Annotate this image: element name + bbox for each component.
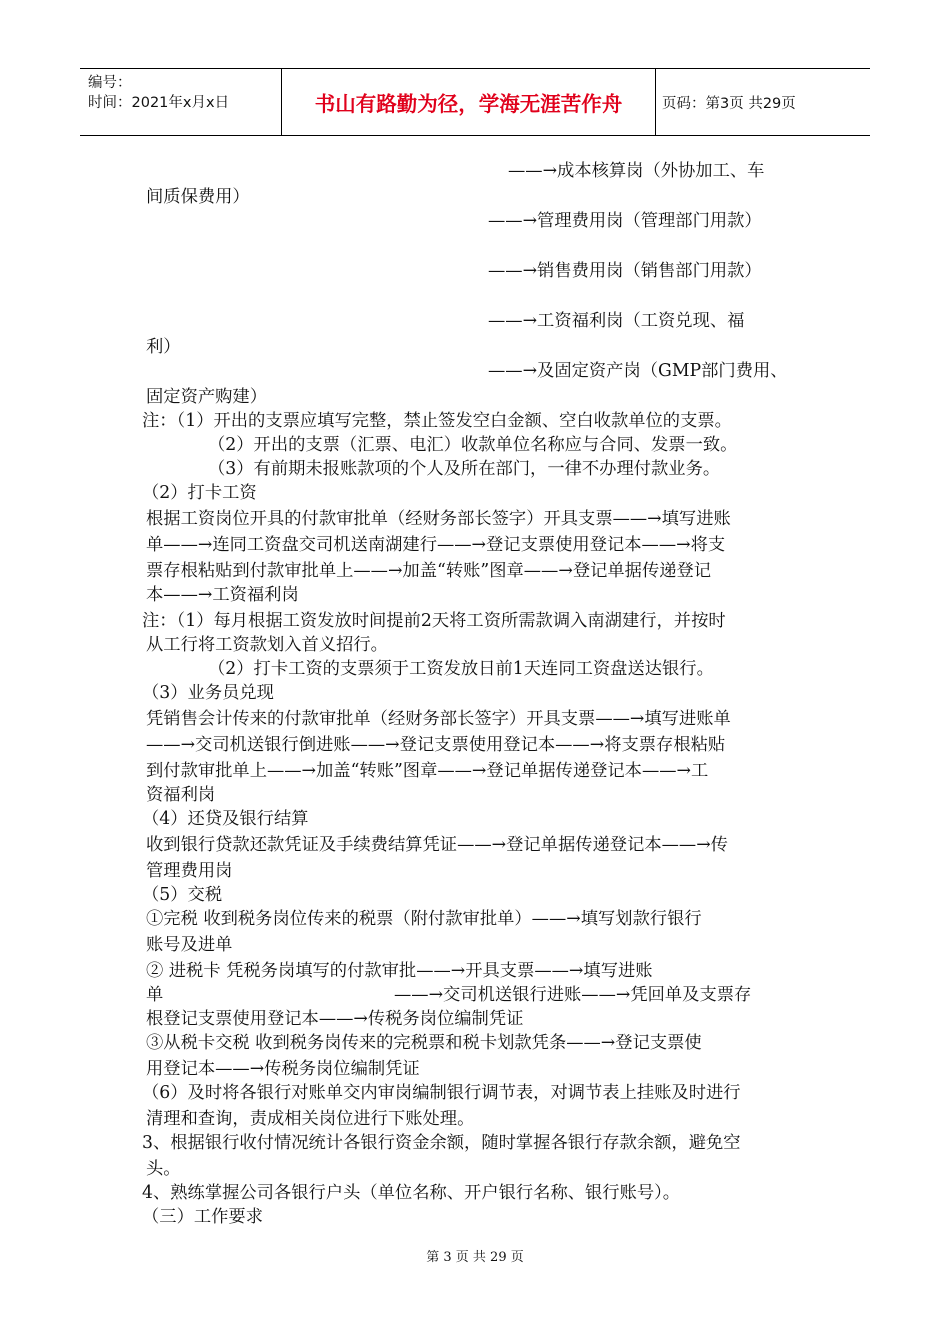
section-heading: （5）交税 — [142, 885, 223, 905]
text-line: （2）开出的支票（汇票、电汇）收款单位名称应与合同、发票一致。 — [208, 435, 738, 455]
text-line: 注：（1）开出的支票应填写完整，禁止签发空白金额、空白收款单位的支票。 — [142, 411, 732, 431]
header-page-info: 页码：第3页 共29页 — [662, 95, 796, 112]
text-line: （6）及时将各银行对账单交内审岗编制银行调节表，对调节表上挂账及时进行 — [142, 1083, 741, 1103]
text-line: ③从税卡交税 收到税务岗传来的完税票和税卡划款凭条——→登记支票使 — [146, 1033, 702, 1053]
text-line: 单 — [146, 985, 164, 1005]
header-meta — [80, 69, 282, 135]
text-line: （3）有前期未报账款项的个人及所在部门，一律不办理付款业务。 — [208, 459, 721, 479]
text-line: 固定资产购建） — [146, 387, 267, 407]
text-line: 票存根粘贴到付款审批单上——→加盖“转账”图章——→登记单据传递登记 — [146, 561, 712, 581]
text-line: 根登记支票使用登记本——→传税务岗位编制凭证 — [146, 1009, 524, 1029]
text-line: 单——→连同工资盘交司机送南湖建行——→登记支票使用登记本——→将支 — [146, 535, 726, 555]
text-line: 4、熟练掌握公司各银行户头（单位名称、开户银行名称、银行账号）。 — [142, 1183, 681, 1203]
text-line: 到付款审批单上——→加盖“转账”图章——→登记单据传递登记本——→工 — [146, 761, 709, 781]
text-line: 本——→工资福利岗 — [146, 585, 299, 605]
text-line: ——→销售费用岗（销售部门用款） — [488, 261, 762, 281]
text-line: ——→成本核算岗（外协加工、车 — [508, 161, 765, 181]
document-time-label: 时间：2021年x月x日 — [88, 95, 230, 111]
section-heading: （4）还贷及银行结算 — [142, 809, 309, 829]
text-line: 间质保费用） — [146, 187, 250, 207]
text-line: 凭销售会计传来的付款审批单（经财务部长签字）开具支票——→填写进账单 — [146, 709, 731, 729]
text-line: 注：（1）每月根据工资发放时间提前2天将工资所需款调入南湖建行，并按时 — [142, 611, 726, 631]
text-line: ——→管理费用岗（管理部门用款） — [488, 211, 762, 231]
text-line: ——→及固定资产岗（GMP部门费用、 — [488, 361, 788, 381]
text-line: 3、根据银行收付情况统计各银行资金余额，随时掌握各银行存款余额，避免空 — [142, 1133, 741, 1153]
text-line: ② 进税卡 凭税务岗填写的付款审批——→开具支票——→填写进账 — [146, 961, 653, 981]
page-header — [80, 68, 870, 136]
text-line: 管理费用岗 — [146, 861, 233, 881]
header-motto: 书山有路勤为径，学海无涯苦作舟 — [282, 69, 656, 135]
text-line: 清理和查询，责成相关岗位进行下账处理。 — [146, 1109, 475, 1129]
text-line: ①完税 收到税务岗位传来的税票（附付款审批单）——→填写划款行银行 — [146, 909, 702, 929]
page-footer: 第 3 页 共 29 页 — [426, 1250, 524, 1265]
text-line: 账号及进单 — [146, 935, 233, 955]
text-line: 头。 — [146, 1159, 181, 1179]
document-code-label: 编号： — [88, 75, 132, 91]
text-line: 资福利岗 — [146, 785, 216, 805]
text-line: 从工行将工资款划入首义招行。 — [146, 635, 388, 655]
text-line: 收到银行贷款还款凭证及手续费结算凭证——→登记单据传递登记本——→传 — [146, 835, 728, 855]
text-line: ——→工资福利岗（工资兑现、福 — [488, 311, 745, 331]
text-line: （2）打卡工资的支票须于工资发放日前1天连同工资盘送达银行。 — [208, 659, 714, 679]
text-line: 利） — [146, 337, 181, 357]
text-line: ——→交司机送银行倒进账——→登记支票使用登记本——→将支票存根粘贴 — [146, 735, 726, 755]
section-heading: （三）工作要求 — [142, 1207, 263, 1227]
section-heading: （2）打卡工资 — [142, 483, 257, 503]
text-line: 用登记本——→传税务岗位编制凭证 — [146, 1059, 420, 1079]
text-line: 根据工资岗位开具的付款审批单（经财务部长签字）开具支票——→填写进账 — [146, 509, 731, 529]
text-line: ——→交司机送银行进账——→凭回单及支票存 — [394, 985, 752, 1005]
section-heading: （3）业务员兑现 — [142, 683, 274, 703]
